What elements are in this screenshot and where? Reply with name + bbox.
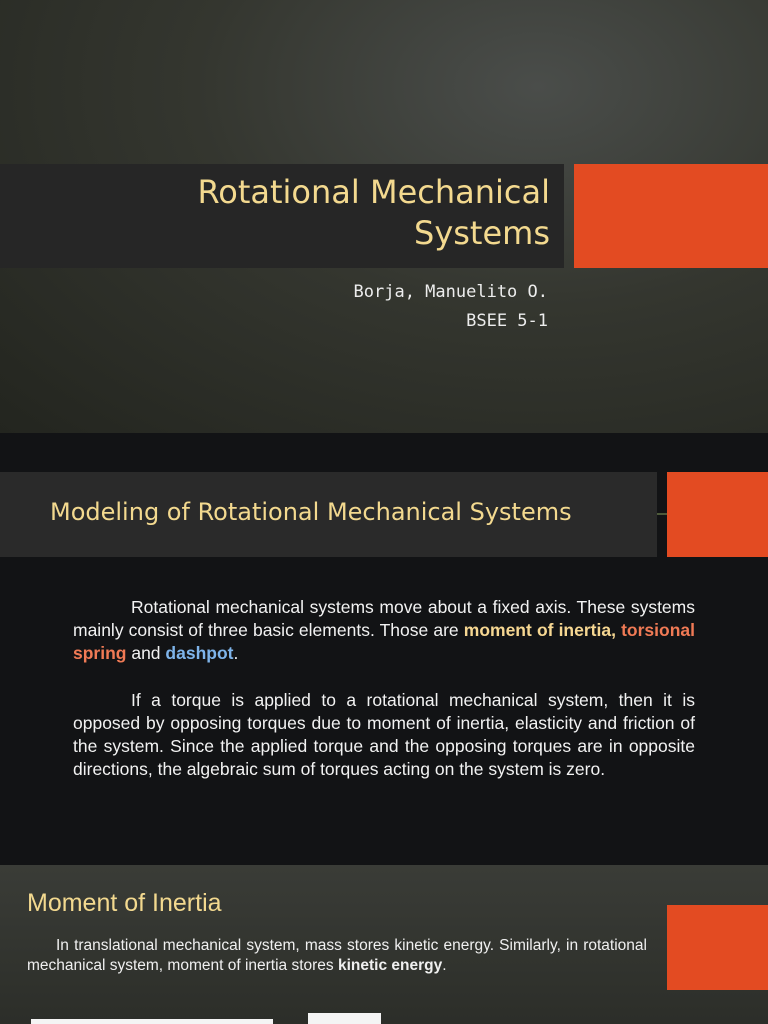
orange-accent-block [667,472,768,557]
slide-body [73,596,695,804]
modeling-slide [0,433,768,865]
paragraph-1 [73,596,695,666]
dashpot-term: dashpot [165,643,234,664]
body-end: . [442,957,447,974]
moment-of-inertia-slide [0,865,768,1024]
torsional-spring-term: torsional spring [73,620,695,664]
moment-of-inertia-term: moment of inertia [463,620,612,641]
paragraph-2: If a torque is applied to a rotational mechanical system, then it is opposed by opposing torques due to moment of inertia, elasticity and friction of the system. Since the applied torque and the opposing torques are in opposite directions, the algebraic sum of torques acting on the system is zero. [73,689,695,780]
slide-heading: Modeling of Rotational Mechanical Systems [50,498,572,526]
slide-title [30,172,550,254]
term-comma: , [611,620,616,641]
and-text: and [126,643,166,664]
paragraph [27,936,647,976]
orange-accent-block [574,164,768,268]
slide-title-line-1: Rotational Mechanical [197,173,550,211]
p1-text: Rotational mechanical systems move about a fixed axis. These systems mainly consist of three basic elements. Those are [73,597,695,641]
section-label: BSEE 5-1 [466,311,548,331]
slide-heading: Moment of Inertia [27,889,222,917]
band-connector [657,513,667,515]
author-name: Borja, Manuelito O. [353,282,548,302]
kinetic-energy-term: kinetic energy [337,957,443,974]
figure-placeholder [31,1019,273,1024]
p1-end: . [233,643,239,664]
title-slide [0,0,768,433]
slide-title-line-2: Systems [414,214,550,252]
body-text: In translational mechanical system, mass stores kinetic energy. Similarly, in rotational mechanical system, moment of inertia stores [27,937,647,974]
slide-body [27,936,647,976]
slide-subtitle [354,278,548,336]
figure-placeholder [308,1013,381,1024]
orange-accent-block [667,905,768,990]
